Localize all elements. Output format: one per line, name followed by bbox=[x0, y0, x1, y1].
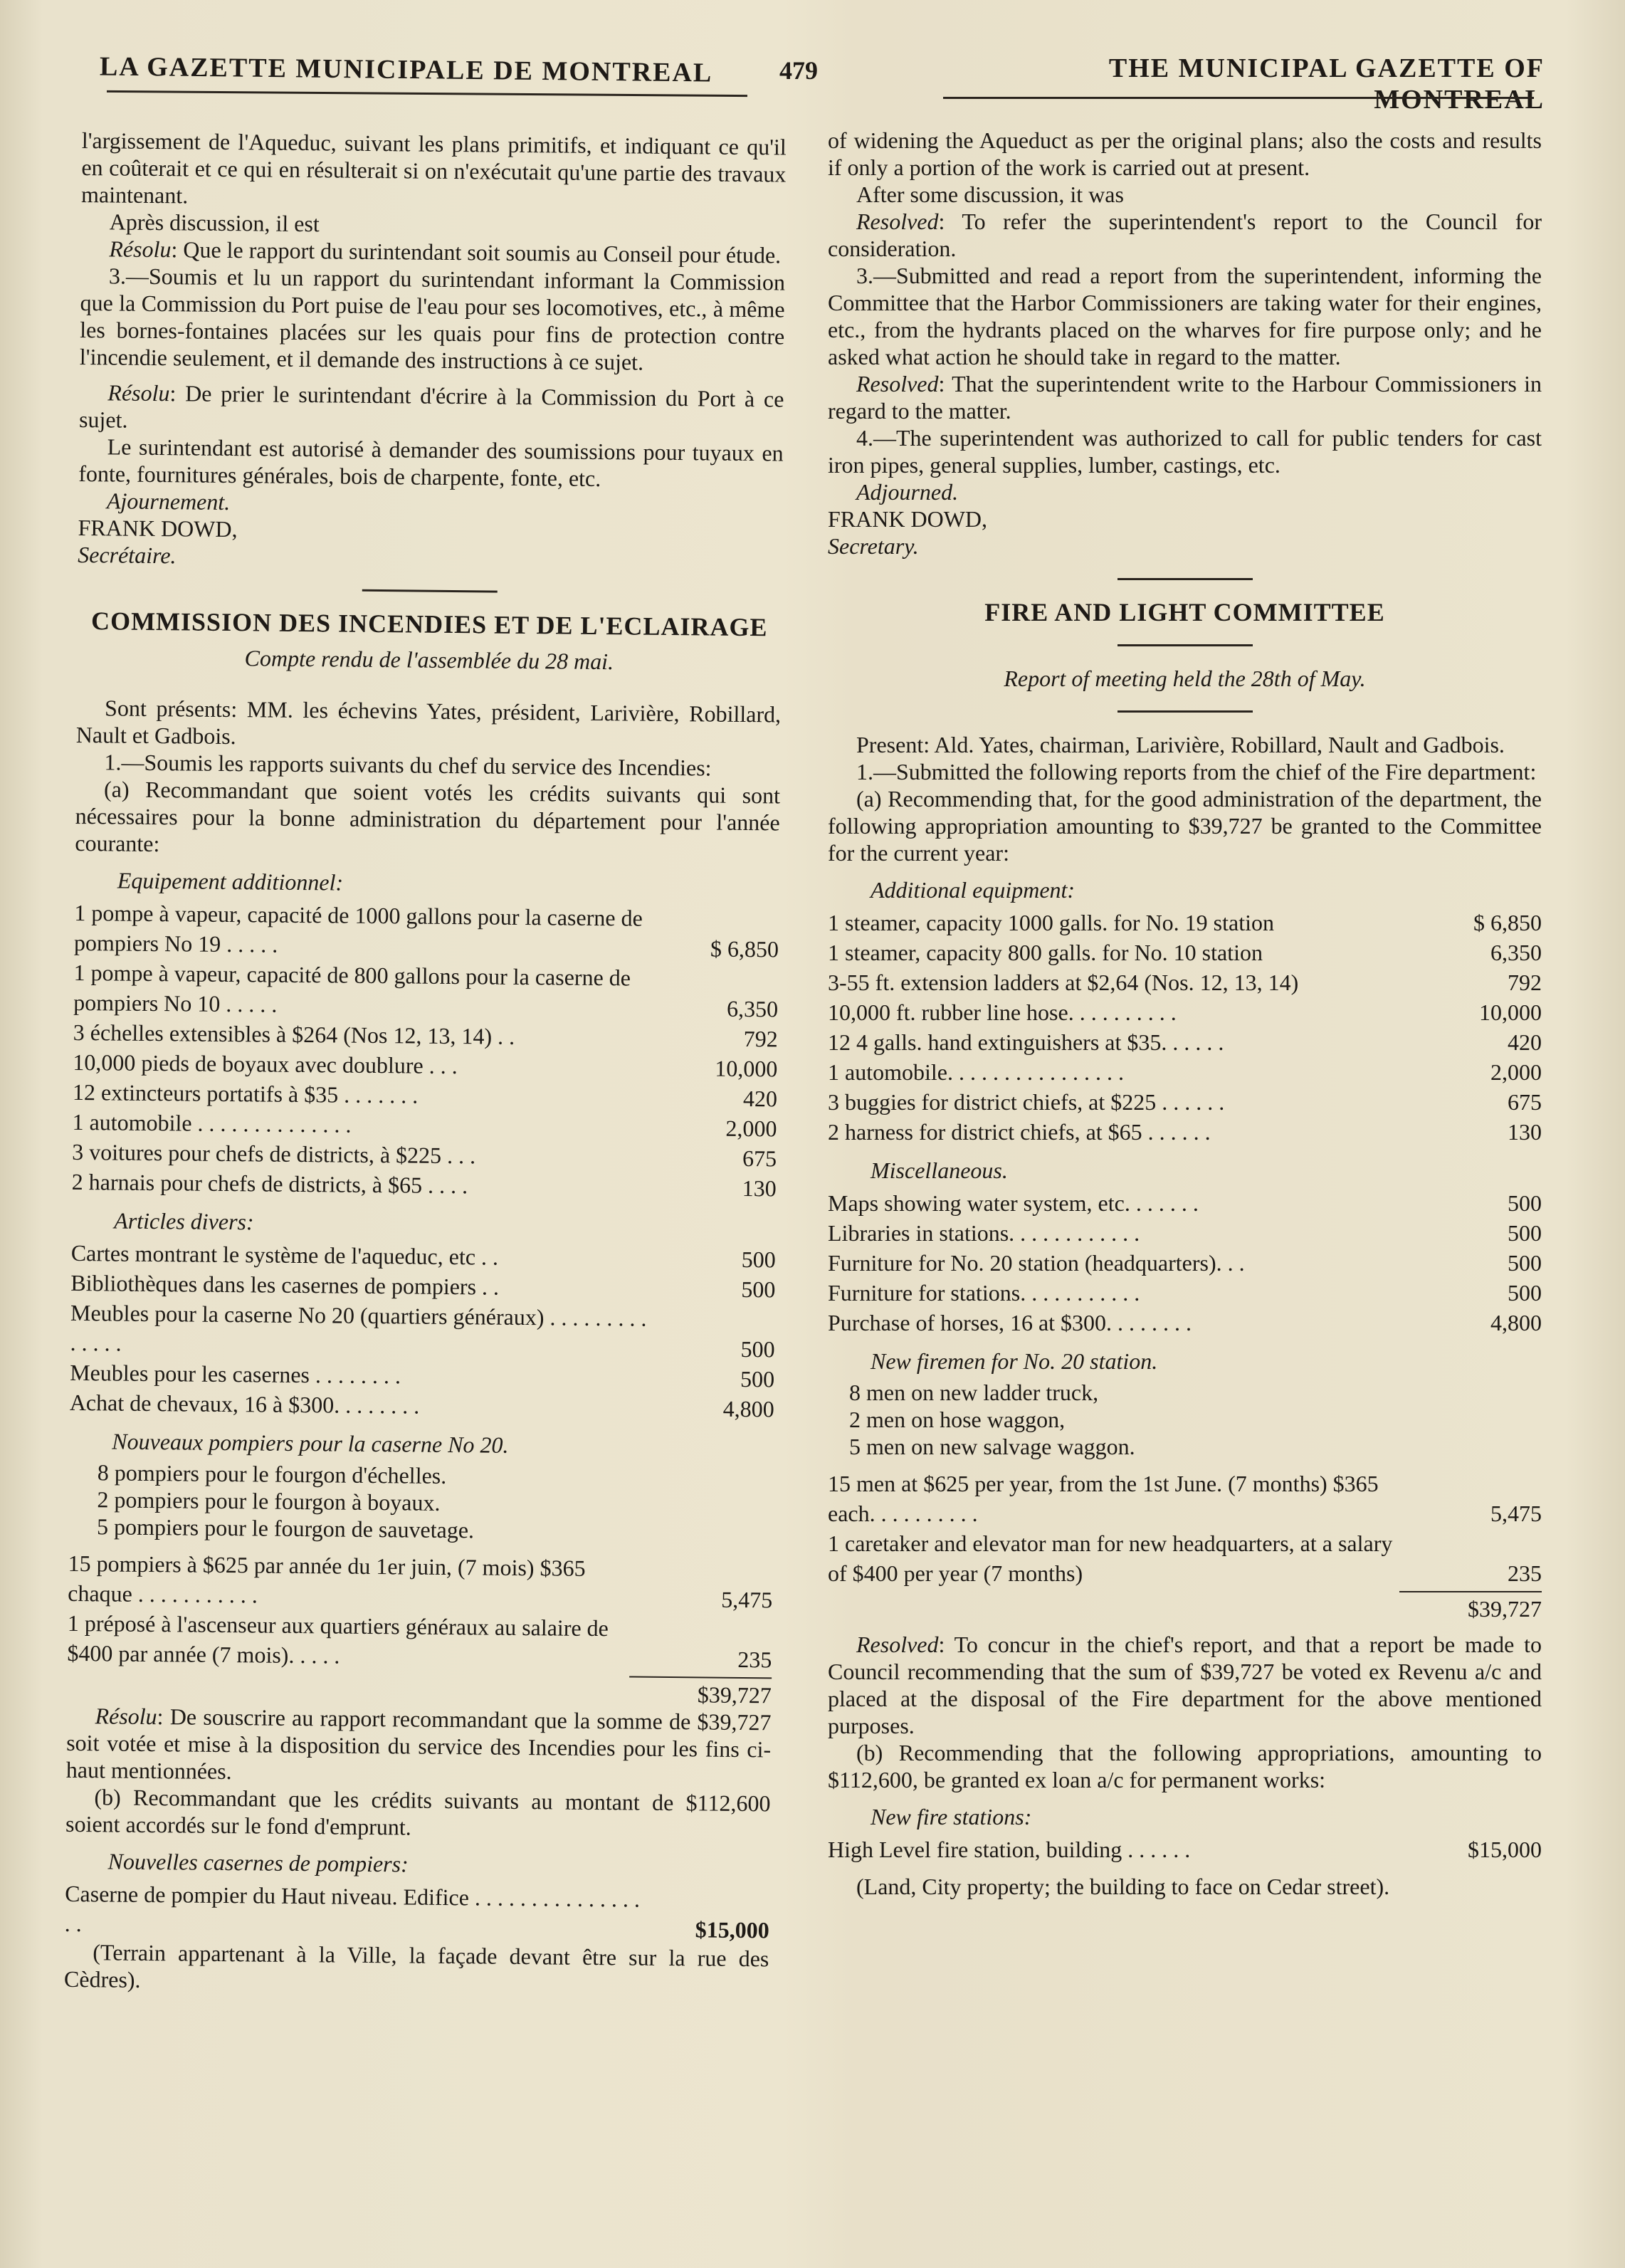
item-text: 1 pompe à vapeur, capacité de 800 gallons pour la caserne de pompiers No 10 . . . . . bbox=[73, 959, 631, 1017]
table-row bbox=[828, 1057, 1542, 1087]
item-amount: 500 bbox=[741, 1246, 776, 1273]
paragraph: 3.—Soumis et lu un rapport du surintendant informant la Commission que la Commission du Port puise de l'eau pour ses locomotives, etc., à même les bornes-fontaines placées sur les quais pour fins de protection contre l'incendie seulement, et il demande des instructions à ce sujet. bbox=[79, 263, 786, 375]
item-text: Cartes montrant le système de l'aqueduc, etc . . bbox=[70, 1239, 499, 1270]
item-amount: 500 bbox=[740, 1335, 775, 1363]
items-table bbox=[72, 898, 779, 1203]
section-divider bbox=[362, 589, 498, 593]
table-row bbox=[828, 908, 1542, 938]
list-item: 2 pompiers pour le fourgon à boyaux. bbox=[97, 1486, 441, 1516]
table-row bbox=[70, 1298, 775, 1364]
paragraph: After some discussion, it was bbox=[856, 182, 1124, 207]
item-text: 10,000 pieds de boyaux avec doublure . . . bbox=[73, 1049, 458, 1079]
item-text: 3-55 ft. extension ladders at $2,64 (Nos. 12, 13, 14) bbox=[828, 970, 1299, 995]
page-header bbox=[78, 50, 1545, 115]
paragraph: Après discussion, il est bbox=[109, 209, 320, 237]
item-text: 3 échelles extensibles à $264 (Nos 12, 13, 14) . . bbox=[73, 1019, 515, 1049]
table-row bbox=[828, 997, 1542, 1027]
paragraph bbox=[828, 1631, 1542, 1739]
resolution-lead: Résolu bbox=[95, 1703, 157, 1730]
item-amount: 6,350 bbox=[726, 995, 779, 1022]
paragraph: 1.—Soumis les rapports suivants du chef du service des Incendies: bbox=[104, 749, 712, 781]
paragraph: (b) Recommandant que les crédits suivants au montant de $112,600 soient accordés sur le fond d'emprunt. bbox=[65, 1784, 771, 1840]
subsection-heading: Nouvelles casernes de pompiers: bbox=[107, 1848, 409, 1877]
item-amount: 500 bbox=[740, 1365, 775, 1392]
item-text: Purchase of horses, 16 at $300. . . . . . . . bbox=[828, 1310, 1192, 1335]
table-row bbox=[73, 957, 779, 1024]
item-text: Bibliothèques dans les casernes de pompiers . . bbox=[70, 1269, 500, 1300]
subsection-heading: Additional equipment: bbox=[871, 877, 1076, 903]
paragraph: Sont présents: MM. les échevins Yates, président, Larivière, Robillard, Nault et Gadbois. bbox=[75, 695, 782, 750]
paragraph bbox=[828, 370, 1542, 424]
table-row bbox=[828, 1308, 1542, 1338]
header-rule-right bbox=[943, 97, 1534, 99]
table-row bbox=[828, 1087, 1542, 1117]
item-amount: 130 bbox=[1508, 1119, 1542, 1145]
item-text: 3 buggies for district chiefs, at $225 . . . . . . bbox=[828, 1089, 1225, 1115]
table-row bbox=[68, 1548, 773, 1615]
table-row bbox=[828, 1027, 1542, 1057]
item-text: 1 steamer, capacity 1000 galls. for No. 19 station bbox=[828, 910, 1274, 935]
table-row bbox=[74, 898, 779, 964]
item-text: 15 pompiers à $625 par année du 1er juin, (7 mois) $365 chaque . . . . . . . . . . . bbox=[68, 1550, 586, 1608]
table-row bbox=[828, 967, 1542, 997]
item-text: 1 steamer, capacity 800 galls. for No. 10 station bbox=[828, 940, 1263, 965]
resolution-lead: Resolved bbox=[856, 209, 939, 234]
paragraph: (b) Recommending that the following appropriations, amounting to $112,600, be granted ex loan a/c for permanent works: bbox=[828, 1740, 1542, 1792]
item-amount: 500 bbox=[1508, 1190, 1542, 1216]
adjournment: Adjourned. bbox=[856, 479, 959, 505]
item-text: 1 pompe à vapeur, capacité de 1000 gallons pour la caserne de pompiers No 19 . . . . . bbox=[73, 899, 643, 957]
section-subtitle: Report of meeting held the 28th of May. bbox=[1004, 666, 1366, 691]
resolution-lead: Resolved bbox=[856, 371, 939, 397]
paragraph bbox=[828, 208, 1542, 262]
item-text: 12 4 galls. hand extinguishers at $35. . . . . . bbox=[828, 1029, 1224, 1055]
paragraph: (a) Recommandant que soient votés les crédits suivants qui sont nécessaires pour la bonne administration du département pour l'année courante: bbox=[75, 776, 781, 857]
item-amount: 5,475 bbox=[721, 1586, 773, 1613]
item-amount: 792 bbox=[743, 1025, 778, 1052]
table-row bbox=[70, 1387, 774, 1424]
item-text: 10,000 ft. rubber line hose. . . . . . . . . . bbox=[828, 999, 1177, 1025]
item-amount: 500 bbox=[1508, 1250, 1542, 1276]
signature-title: Secretary. bbox=[828, 533, 919, 559]
item-text: 1 préposé à l'ascenseur aux quartiers généraux au salaire de $400 par année (7 mois). . . . . bbox=[67, 1610, 609, 1669]
items-table bbox=[828, 1469, 1542, 1588]
item-amount: 130 bbox=[742, 1175, 777, 1202]
item-amount: 10,000 bbox=[715, 1055, 778, 1082]
paragraph: 3.—Submitted and read a report from the superintendent, informing the Committee that the Harbor Commissioners are taking water for their engines, etc., from the hydrants placed on the wharves for fire purpose only; and he asked what action he should take in regard to the matter. bbox=[828, 263, 1542, 369]
item-amount: 2,000 bbox=[1490, 1059, 1542, 1085]
item-text: Furniture for No. 20 station (headquarters). . . bbox=[828, 1250, 1245, 1276]
list-item: 8 pompiers pour le fourgon d'échelles. bbox=[97, 1459, 447, 1489]
item-amount: 10,000 bbox=[1479, 999, 1542, 1025]
item-text: Meubles pour la caserne No 20 (quartiers généraux) . . . . . . . . . . . . . . bbox=[70, 1299, 647, 1356]
item-amount: 4,800 bbox=[722, 1395, 774, 1422]
item-text: 2 harnais pour chefs de districts, à $65 . . . . bbox=[71, 1168, 468, 1199]
item-amount: 792 bbox=[1508, 970, 1542, 995]
item-text: 2 harness for district chiefs, at $65 . . . . . . bbox=[828, 1119, 1211, 1145]
section-title: FIRE AND LIGHT COMMITTEE bbox=[984, 598, 1385, 626]
resolution-text: : De souscrire au rapport recommandant que la somme de $39,727 soit votée et mise à la disposition du service des Incendies pour les fins ci-haut mentionnées. bbox=[65, 1703, 772, 1785]
table-row bbox=[828, 1469, 1542, 1528]
item-text: 1 automobile . . . . . . . . . . . . . . bbox=[72, 1108, 352, 1138]
resolution-text: : De prier le surintendant d'écrire à la Commission du Port à ce sujet. bbox=[78, 380, 784, 433]
paragraph: of widening the Aqueduct as per the original plans; also the costs and results if only a portion of the work is carried out at present. bbox=[828, 127, 1542, 180]
subsection-heading: Equipement additionnel: bbox=[117, 867, 344, 896]
paragraph: l'argissement de l'Aqueduc, suivant les plans primitifs, et indiquant ce qu'il en coûterait et ce qui en résulterait si on n'exécutait qu'une partie des travaux maintenant. bbox=[80, 127, 787, 209]
table-row bbox=[828, 938, 1542, 967]
subsection-heading: Nouveaux pompiers pour la caserne No 20. bbox=[112, 1428, 509, 1458]
table-row bbox=[828, 1834, 1542, 1864]
item-amount: 500 bbox=[1508, 1280, 1542, 1306]
table-row bbox=[67, 1608, 772, 1674]
table-row bbox=[828, 1188, 1542, 1218]
page-number: 479 bbox=[779, 56, 818, 85]
resolution-text: : That the superintendent write to the Harbour Commissioners in regard to the matter. bbox=[828, 371, 1542, 424]
resolution-lead: Résolu bbox=[107, 379, 170, 406]
paragraph: Present: Ald. Yates, chairman, Larivière, Robillard, Nault and Gadbois. bbox=[856, 732, 1505, 757]
section-divider bbox=[1117, 644, 1253, 646]
subsection-heading: New fire stations: bbox=[871, 1804, 1032, 1829]
item-text: Maps showing water system, etc. . . . . . . bbox=[828, 1190, 1199, 1216]
items-table bbox=[828, 1834, 1542, 1864]
item-amount: 235 bbox=[737, 1646, 772, 1673]
table-row bbox=[65, 1879, 770, 1945]
section-subtitle: Compte rendu de l'assemblée du 28 mai. bbox=[244, 645, 614, 675]
section-title: COMMISSION DES INCENDIES ET DE L'ECLAIRAGE bbox=[90, 607, 768, 642]
item-amount: 2,000 bbox=[725, 1115, 777, 1142]
adjournment: Ajournement. bbox=[106, 488, 231, 515]
item-amount: 5,475 bbox=[1490, 1501, 1542, 1526]
table-row bbox=[828, 1218, 1542, 1248]
item-amount: 675 bbox=[1508, 1089, 1542, 1115]
item-amount: $15,000 bbox=[695, 1916, 769, 1943]
items-table bbox=[65, 1879, 770, 1945]
paragraph: (Terrain appartenant à la Ville, la façade devant être sur la rue des Cèdres). bbox=[63, 1939, 769, 1993]
subsection-heading: Miscellaneous. bbox=[871, 1157, 1008, 1183]
paragraph: (Land, City property; the building to face on Cedar street). bbox=[856, 1874, 1390, 1899]
paragraph: 1.—Submitted the following reports from the chief of the Fire department: bbox=[856, 759, 1537, 784]
paragraph: 4.—The superintendent was authorized to call for public tenders for cast iron pipes, general supplies, lumber, castings, etc. bbox=[828, 425, 1542, 478]
english-column bbox=[828, 127, 1542, 1900]
item-text: 1 caretaker and elevator man for new headquarters, at a salary of $400 per year (7 months) bbox=[828, 1531, 1393, 1586]
item-text: Furniture for stations. . . . . . . . . . . bbox=[828, 1280, 1140, 1306]
resolution-text: : To concur in the chief's report, and that a report be made to Council recommending that the sum of $39,727 be voted ex Revenu a/c and placed at the disposal of the Fire department for the above mentioned purposes. bbox=[828, 1632, 1542, 1738]
item-amount: $ 6,850 bbox=[710, 935, 779, 962]
table-row bbox=[828, 1278, 1542, 1308]
resolution-lead: Resolved bbox=[856, 1632, 939, 1657]
table-row bbox=[828, 1528, 1542, 1588]
item-text: 12 extincteurs portatifs à $35 . . . . . . . bbox=[72, 1078, 419, 1108]
item-text: Libraries in stations. . . . . . . . . . . . bbox=[828, 1220, 1140, 1246]
table-row bbox=[72, 1167, 777, 1204]
item-amount: $ 6,850 bbox=[1473, 910, 1542, 935]
item-text: Achat de chevaux, 16 à $300. . . . . . . . bbox=[69, 1389, 420, 1419]
french-column bbox=[64, 127, 787, 1999]
item-text: High Level fire station, building . . . . . . bbox=[828, 1837, 1191, 1862]
items-table bbox=[70, 1238, 776, 1424]
list-item: 2 men on hose waggon, bbox=[849, 1407, 1066, 1432]
signature-name: FRANK DOWD, bbox=[828, 506, 987, 532]
subsection-heading: New firemen for No. 20 station. bbox=[871, 1348, 1158, 1374]
total-amount: $39,727 bbox=[629, 1676, 772, 1708]
table-row bbox=[828, 1248, 1542, 1278]
signature-title: Secrétaire. bbox=[78, 541, 177, 569]
items-table bbox=[828, 1188, 1542, 1338]
item-amount: $15,000 bbox=[1468, 1837, 1542, 1862]
item-text: 3 voitures pour chefs de districts, à $225 . . . bbox=[72, 1138, 476, 1169]
item-text: 1 automobile. . . . . . . . . . . . . . . . bbox=[828, 1059, 1124, 1085]
list-item: 8 men on new ladder truck, bbox=[849, 1380, 1099, 1405]
subsection-heading: Articles divers: bbox=[114, 1207, 254, 1235]
item-amount: 420 bbox=[742, 1085, 778, 1112]
section-divider bbox=[1117, 710, 1253, 713]
item-amount: 4,800 bbox=[1490, 1310, 1542, 1335]
header-french-title: LA GAZETTE MUNICIPALE DE MONTREAL bbox=[99, 51, 713, 88]
section-divider bbox=[1117, 578, 1253, 580]
table-row bbox=[828, 1117, 1542, 1147]
item-text: 15 men at $625 per year, from the 1st June. (7 months) $365 each. . . . . . . . . . bbox=[828, 1471, 1379, 1526]
resolution-text: : To refer the superintendent's report to the Council for consideration. bbox=[828, 209, 1542, 261]
resolution-text: : Que le rapport du surintendant soit soumis au Conseil pour étude. bbox=[171, 236, 782, 268]
item-amount: 420 bbox=[1508, 1029, 1542, 1055]
item-amount: 500 bbox=[741, 1276, 776, 1303]
item-amount: 6,350 bbox=[1490, 940, 1542, 965]
paragraph bbox=[66, 1702, 772, 1790]
items-table bbox=[828, 908, 1542, 1147]
list-item: 5 pompiers pour le fourgon de sauvetage. bbox=[96, 1513, 475, 1543]
resolution-lead: Résolu bbox=[109, 236, 172, 263]
list-item: 5 men on new salvage waggon. bbox=[849, 1434, 1135, 1459]
paragraph: Le surintendant est autorisé à demander des soumissions pour tuyaux en fonte, fournitures générales, bois de charpente, fonte, etc. bbox=[78, 434, 784, 492]
item-text: Meubles pour les casernes . . . . . . . . bbox=[70, 1359, 401, 1389]
header-rule-left bbox=[107, 90, 747, 97]
total-amount: $39,727 bbox=[1399, 1591, 1542, 1622]
item-text: Caserne de pompier du Haut niveau. Edifice . . . . . . . . . . . . . . . . . bbox=[64, 1880, 641, 1937]
item-amount: 500 bbox=[1508, 1220, 1542, 1246]
paragraph bbox=[79, 379, 784, 439]
item-amount: 235 bbox=[1508, 1560, 1542, 1586]
item-amount: 675 bbox=[742, 1145, 777, 1172]
items-table bbox=[67, 1548, 773, 1674]
paragraph: (a) Recommending that, for the good administration of the department, the following appropriation amounting to $39,727 be granted to the Committee for the current year: bbox=[828, 786, 1542, 866]
signature-name: FRANK DOWD, bbox=[78, 514, 238, 542]
header-english-title: THE MUNICIPAL GAZETTE OF MONTREAL bbox=[1108, 53, 1545, 115]
